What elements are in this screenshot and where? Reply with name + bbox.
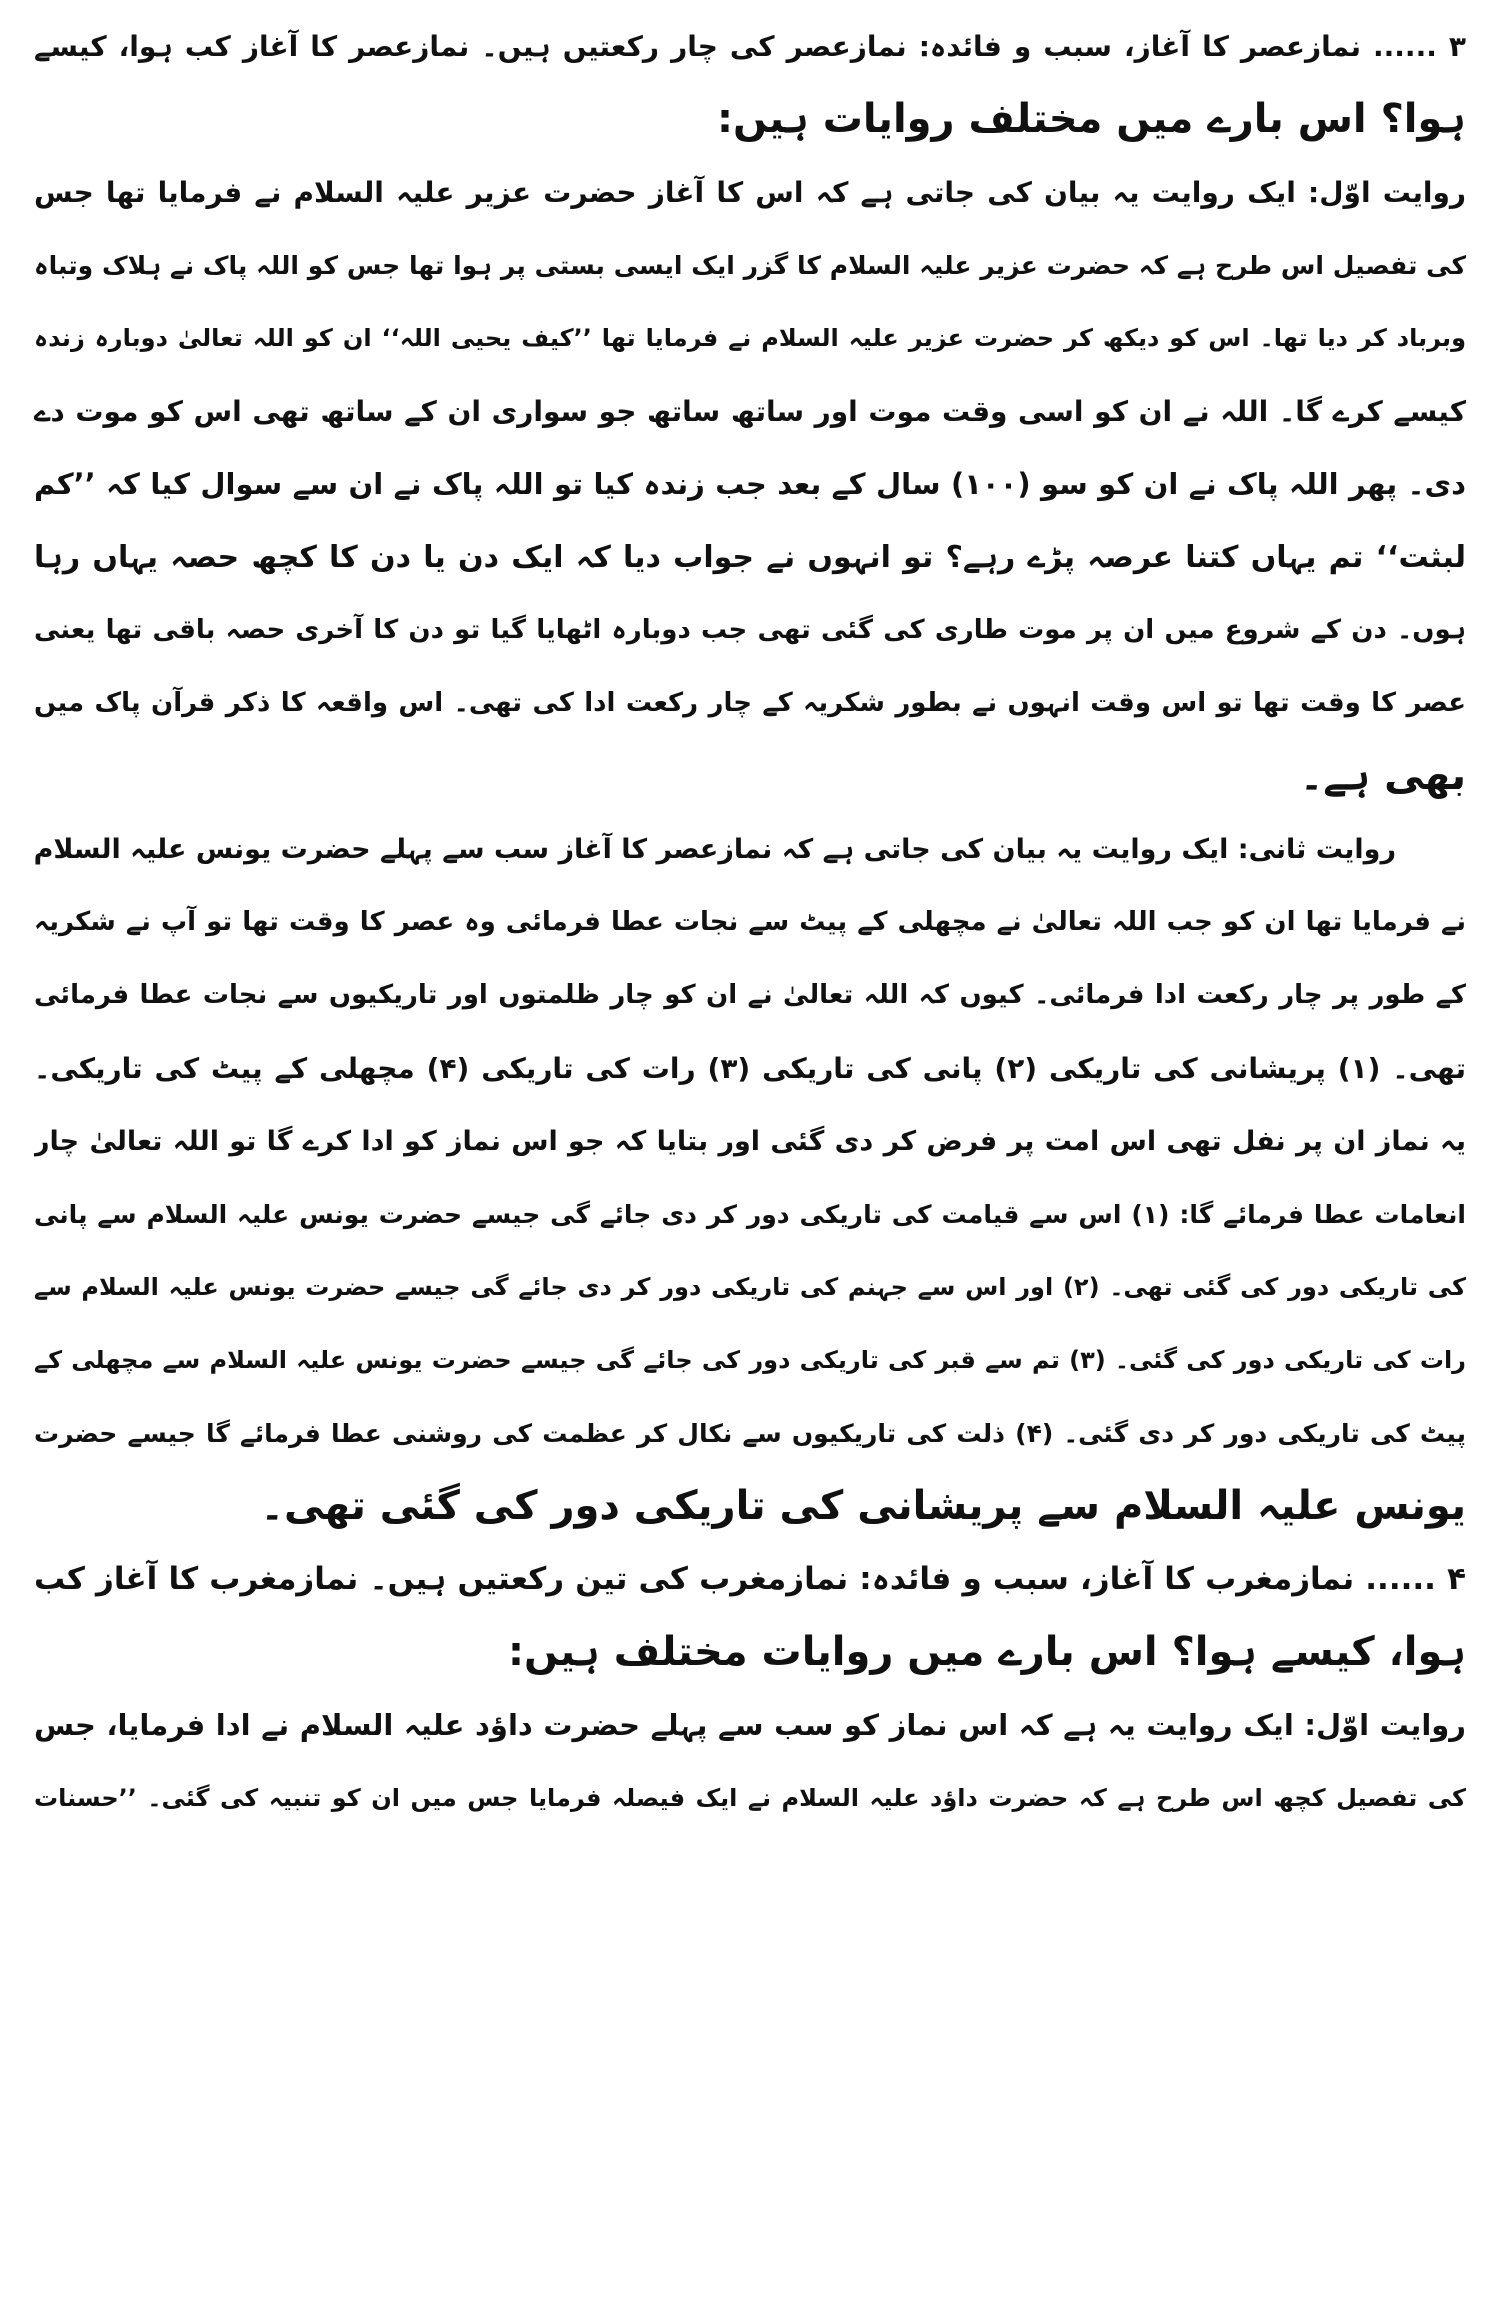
text-line: یونس علیہ السلام سے پریشانی کی تاریکی دور کی گئی تھی۔ — [260, 1483, 1466, 1529]
text-line: یہ نماز ان پر نفل تھی اس امت پر فرض کر دی گئی اور بتایا کہ جو اس نماز کو ادا کرے گا تو اللہ تعالیٰ چار — [34, 1126, 1466, 1157]
text-line: ہوا، کیسے ہوا؟ اس بارے میں روایات مختلف ہیں: — [508, 1629, 1466, 1675]
text-line: تھی۔ (۱) پریشانی کی تاریکی (۲) پانی کی تاریکی (۳) رات کی تاریکی (۴) مچھلی کے پیٹ کی تاریکی۔ — [34, 1052, 1466, 1085]
text-line: وبرباد کر دیا تھا۔ اس کو دیکھ کر حضرت عزیر علیہ السلام نے فرمایا تھا ’’کیف یحیی اللہ‘‘ ان کو اللہ تعالیٰ دوبارہ زندہ — [34, 324, 1466, 352]
text-line: دی۔ پھر اللہ پاک نے ان کو سو (۱۰۰) سال کے بعد جب زندہ کیا تو اللہ پاک نے ان سے سوال کیا کہ ’’کم — [34, 467, 1466, 501]
text-line: کی تاریکی دور کی گئی تھی۔ (۲) اور اس سے جہنم کی تاریکی دور کر دی جائے گی جیسے حضرت یونس علیہ السلام سے — [34, 1273, 1466, 1301]
text-line: بھی ہے۔ — [1299, 753, 1466, 799]
text-line: روایت ثانی: ایک روایت یہ بیان کی جاتی ہے کہ نمازعصر کا آغاز سب سے پہلے حضرت یونس علیہ السلام — [34, 834, 1396, 865]
text-line: روایت اوّل: ایک روایت یہ بیان کی جاتی ہے کہ اس کا آغاز حضرت عزیر علیہ السلام نے فرمایا تھا جس — [34, 176, 1466, 209]
text-line: کی تفصیل کچھ اس طرح ہے کہ حضرت داؤد علیہ السلام نے ایک فیصلہ فرمایا جس میں ان کو تنبیہ کی گئی۔ ’’حسنات — [34, 1784, 1466, 1812]
text-line: رات کی تاریکی دور کی گئی۔ (۳) تم سے قبر کی تاریکی دور کی جائے گی جیسے حضرت یونس علیہ السلام سے مچھلی کے — [34, 1346, 1466, 1374]
text-line: کی تفصیل اس طرح ہے کہ حضرت عزیر علیہ السلام کا گزر ایک ایسی بستی پر ہوا تھا جس کو اللہ پاک نے ہلاک وتباہ — [34, 251, 1466, 280]
text-line: روایت اوّل: ایک روایت یہ ہے کہ اس نماز کو سب سے پہلے حضرت داؤد علیہ السلام نے ادا فرمایا، جس — [34, 1708, 1466, 1742]
section-heading-maghrib: ۴ ...... نمازمغرب کا آغاز، سبب و فائدہ: نمازمغرب کی تین رکعتیں ہیں۔ نمازمغرب کا آغاز کب — [34, 1561, 1466, 1597]
text-line: انعامات عطا فرمائے گا: (۱) اس سے قیامت کی تاریکی دور کر دی جائے گی جیسے حضرت یونس علیہ السلام سے پانی — [34, 1200, 1466, 1229]
text-line: ہوں۔ دن کے شروع میں ان پر موت طاری کی گئی تھی جب دوبارہ اٹھایا گیا تو دن کا آخری حصہ باقی تھا یعنی — [34, 615, 1466, 645]
text-line: کیسے کرے گا۔ اللہ نے ان کو اسی وقت موت اور ساتھ ساتھ جو سواری ان کے ساتھ تھی اس کو موت دے — [34, 395, 1466, 428]
text-line: کے طور پر چار رکعت ادا فرمائی۔ کیوں کہ اللہ تعالیٰ نے ان کو چار ظلمتوں اور تاریکیوں سے نجات عطا فرمائی — [34, 980, 1466, 1010]
text-line: پیٹ کی تاریکی دور کر دی گئی۔ (۴) ذلت کی تاریکیوں سے نکال کر عظمت کی روشنی عطا فرمائے گا جیسے حضرت — [34, 1419, 1466, 1448]
text-line: نے فرمایا تھا ان کو جب اللہ تعالیٰ نے مچھلی کے پیٹ سے نجات عطا فرمائی وہ عصر کا وقت تھا تو آپ نے شکریہ — [34, 907, 1466, 937]
text-line: عصر کا وقت تھا تو اس وقت انہوں نے بطور شکریہ کے چار رکعت ادا کی تھی۔ اس واقعہ کا ذکر قرآن پاک میں — [34, 688, 1466, 718]
section-heading-asr: ۳ ...... نمازعصر کا آغاز، سبب و فائدہ: نمازعصر کی چار رکعتیں ہیں۔ نمازعصر کا آغاز کب ہوا، کیسے — [34, 30, 1466, 63]
text-line: ہوا؟ اس بارے میں مختلف روایات ہیں: — [717, 96, 1466, 142]
text-line: لبثت‘‘ تم یہاں کتنا عرصہ پڑے رہے؟ تو انہوں نے جواب دیا کہ ایک دن یا دن کا کچھ حصہ یہاں رہا — [34, 540, 1466, 575]
